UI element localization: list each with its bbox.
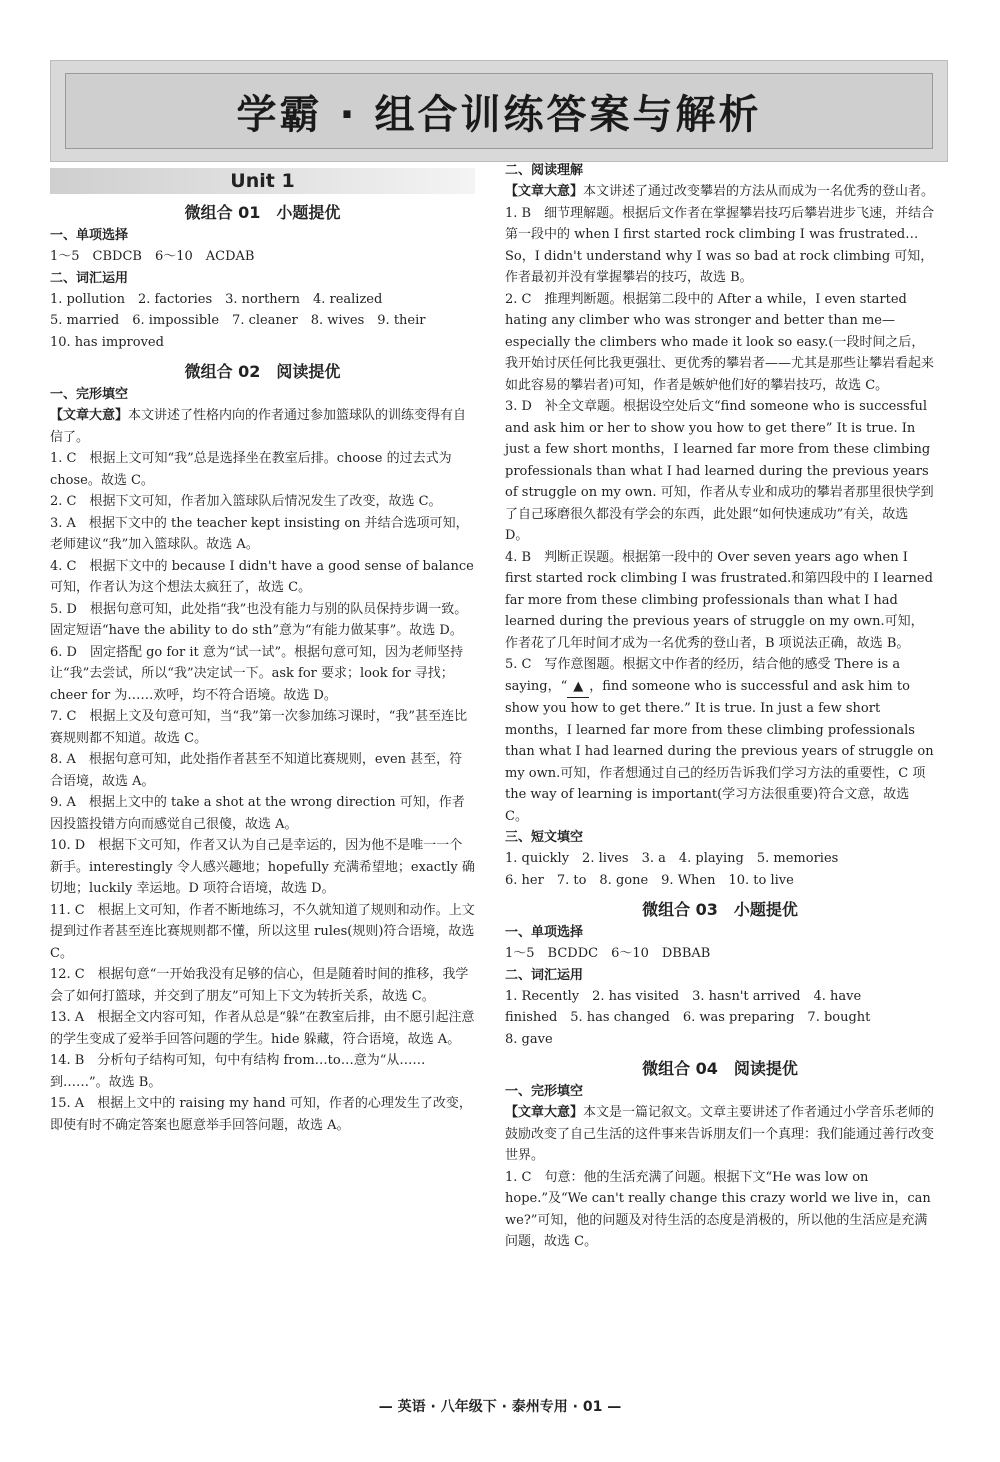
answer-item: 10. D 根据下文可知，作者又认为自己是幸运的，因为他不是唯一一个新手。interestingly 令人感兴趣地；hopefully 充满希望地；exactly 确切地；luckily 幸运地。D 项符合语境，故选 D。 (50, 838, 475, 896)
fill-blank-line-1: 1. quickly 2. lives 3. a 4. playing 5. memories (505, 851, 839, 866)
title-banner-inner (65, 73, 933, 149)
answer-item: 13. A 根据全文内容可知，作者从总是“躲”在教室后排，由不愿引起注意的学生变成了爱举手回答问题的学生。hide 躲藏，符合语境，故选 A。 (50, 1010, 475, 1047)
gist-text: 本文讲述了通过改变攀岩的方法从而成为一名优秀的登山者。 (583, 184, 935, 199)
answer-item: 2. C 根据下文可知，作者加入篮球队后情况发生了改变，故选 C。 (50, 494, 442, 509)
answer-item: 6. D 固定搭配 go for it 意为“试一试”。根据句意可知，因为老师坚持让“我”去尝试，所以“我”决定试一下。ask for 要求；look for 寻找；cheer for 为……欢呼，均不符合语境。故选 D。 (50, 644, 464, 703)
answer-item: 3. A 根据下文中的 the teacher kept insisting on 并结合选项可知，老师建议“我”加入篮球队。故选 A。 (50, 515, 469, 552)
answer-item: 8. A 根据句意可知，此处指作者甚至不知道比赛规则，even 甚至，符合语境，故选 A。 (50, 752, 463, 789)
g03-vocab-line-2: finished 5. has changed 6. was preparing 7. bought (505, 1010, 871, 1025)
reading-answer-5 (505, 654, 935, 827)
g01-section-1-answers: 1～5 CBDCB 6～10 ACDAB (50, 249, 255, 264)
g01-section-2-heading: 二、词汇运用 (50, 270, 129, 286)
group-04-title: 微组合 04 阅读提优 (642, 1059, 798, 1078)
g03-section-1-answers: 1～5 BCDDC 6～10 DBBAB (505, 946, 711, 961)
answer-item: 15. A 根据上文中的 raising my hand 可知，作者的心理发生了改变，即使有时不确定答案也愿意举手回答问题，故选 A。 (50, 1096, 472, 1133)
reading-heading: 二、阅读理解 (505, 163, 584, 178)
g02-section-1-heading: 一、完形填空 (50, 387, 129, 402)
gist-text: 本文是一篇记叙文。文章主要讲述了作者通过小学音乐老师的鼓励改变了自己生活的这件事来告诉朋友们一个真理：我们能通过善行改变世界。 (505, 1105, 935, 1163)
answer-item: 3. D 补全文章题。根据设空处后文“find someone who is successful and ask him or her to show you how to get there” It is true. In just a few short months，I learned far more from these climbing professionals than what I had learned during the previous years of struggle on my own. 可知，作者从专业和成功的攀岩者那里很快学到了自己琢磨很久都没有学会的东西，此处跟“如何快速成功”有关，故选 D。 (505, 399, 934, 543)
page-title: 学霸 · 组合训练答案与解析 (236, 91, 762, 138)
answer-item: 4. C 根据下文中的 because I didn't have a good sense of balance 可知，作者认为这个想法太疯狂了，故选 C。 (50, 558, 474, 595)
g01-vocab-line-1: 1. pollution 2. factories 3. northern 4. realized (50, 291, 383, 307)
answer-item: 1. B 细节理解题。根据后文作者在掌握攀岩技巧后攀岩进步飞速，并结合第一段中的 when I first started rock climbing I was frustrated…So，I didn't understand why I was so bad at rock climbing 可知，作者最初并没有掌握攀岩的技巧，故选 B。 (505, 205, 935, 285)
answer-item: 12. C 根据句意“一开始我没有足够的信心，但是随着时间的推移，我学会了如何打篮球，并交到了朋友”可知上下文为转折关系，故选 C。 (50, 967, 469, 1004)
fill-blank-heading: 三、短文填空 (505, 830, 584, 845)
answer-5-part-b: ，find someone who is successful and ask him to show you how to get there.” It is true. In just a few short months，I learned far more from these climbing professionals than what I had learned during the previous years of struggle on my own.可知，作者想通过自己的经历告诉我们学习方法的重要性，C 项 the way of learning is important(学习方法很重要)符合文意，故选 C。 (505, 678, 934, 824)
g03-vocab-line-3: 8. gave (505, 1031, 553, 1047)
g03-section-2-heading: 二、词汇运用 (505, 967, 584, 983)
fill-blank-line-2: 6. her 7. to 8. gone 9. When 10. to live (505, 872, 794, 888)
answer-item: 5. D 根据句意可知，此处指“我”也没有能力与别的队员保持步调一致。固定短语“have the ability to do sth”意为“有能力做某事”。故选 D。 (50, 601, 468, 638)
answer-item: 1. C 根据上文可知“我”总是选择坐在教室后排。choose 的过去式为 chose。故选 C。 (50, 451, 452, 488)
left-column (50, 160, 475, 1136)
group-01-title: 微组合 01 小题提优 (184, 203, 341, 222)
gist-label: 【文章大意】 (505, 184, 584, 199)
g01-vocab-line-2: 5. married 6. impossible 7. cleaner 8. wives 9. their (50, 313, 426, 328)
answer-5-part-a: 5. C 写作意图题。根据文中作者的经历，结合他的感受 There is a saying，“ (505, 657, 901, 694)
gist-label: 【文章大意】 (50, 408, 129, 423)
g04-answer-1: 1. C 句意：他的生活充满了问题。根据下文“He was low on hope.”及“We can't really change this crazy world we live in，can we?”可知，他的问题及对待生活的态度是消极的，所以他的生活应是充满问题，故选 C。 (505, 1169, 931, 1249)
answer-item: 7. C 根据上文及句意可知，当“我”第一次参加练习课时，“我”甚至连比赛规则都不知道。故选 C。 (50, 709, 468, 746)
gist-label: 【文章大意】 (505, 1105, 584, 1120)
g02-article-gist (50, 405, 475, 448)
g03-section-1-heading: 一、单项选择 (505, 925, 584, 940)
g01-section-1-heading: 一、单项选择 (50, 228, 129, 243)
group-03-title: 微组合 03 小题提优 (642, 900, 798, 919)
answer-item: 2. C 推理判断题。根据第二段中的 After a while，I even started hating any climber who was stronger and better than me—especially the climbers who made it look so easy.(一段时间之后，我开始讨厌任何比我更强壮、更优秀的攀岩者——尤其是那些让攀岩看起来如此容易的攀岩者)可知，作者是嫉妒他们好的攀岩技巧，故选 C。 (505, 291, 935, 393)
answer-item: 11. C 根据上文可知，作者不断地练习，不久就知道了规则和动作。上文提到过作者甚至连比赛规则都不懂，所以这里 rules(规则)符合语境，故选 C。 (50, 902, 475, 961)
page-footer: — 英语 · 八年级下 · 泰州专用 · 01 — (378, 1399, 622, 1415)
group-02-title: 微组合 02 阅读提优 (184, 362, 341, 381)
g02-answer-list (50, 448, 475, 1136)
right-column (505, 160, 935, 1253)
answer-item: 4. B 判断正误题。根据第一段中的 Over seven years ago when I first started rock climbing I was frustrated.和第四段中的 I learned far more from these climbing professionals than what I had learned during the previous years of struggle on my own.可知，作者花了几年时间才成为一名优秀的登山者，B 项说法正确，故选 B。 (505, 549, 933, 651)
gist-text: 本文讲述了性格内向的作者通过参加篮球队的训练变得有自信了。 (50, 408, 467, 445)
triangle-blank-icon: ▲ (567, 676, 589, 699)
g04-article-gist (505, 1102, 935, 1167)
g04-section-1-heading: 一、完形填空 (505, 1084, 584, 1099)
title-banner (50, 60, 948, 162)
answer-item: 14. B 分析句子结构可知，句中有结构 from…to…意为“从……到……”。故选 B。 (50, 1053, 426, 1090)
reading-article-gist (505, 181, 935, 203)
unit-heading: Unit 1 (50, 168, 475, 194)
reading-answer-list (505, 203, 935, 655)
g01-vocab-line-3: 10. has improved (50, 334, 164, 350)
answer-item: 9. A 根据上文中的 take a shot at the wrong direction 可知，作者因投篮投错方向而感觉自己很傻，故选 A。 (50, 795, 465, 832)
g03-vocab-line-1: 1. Recently 2. has visited 3. hasn't arrived 4. have (505, 988, 862, 1004)
